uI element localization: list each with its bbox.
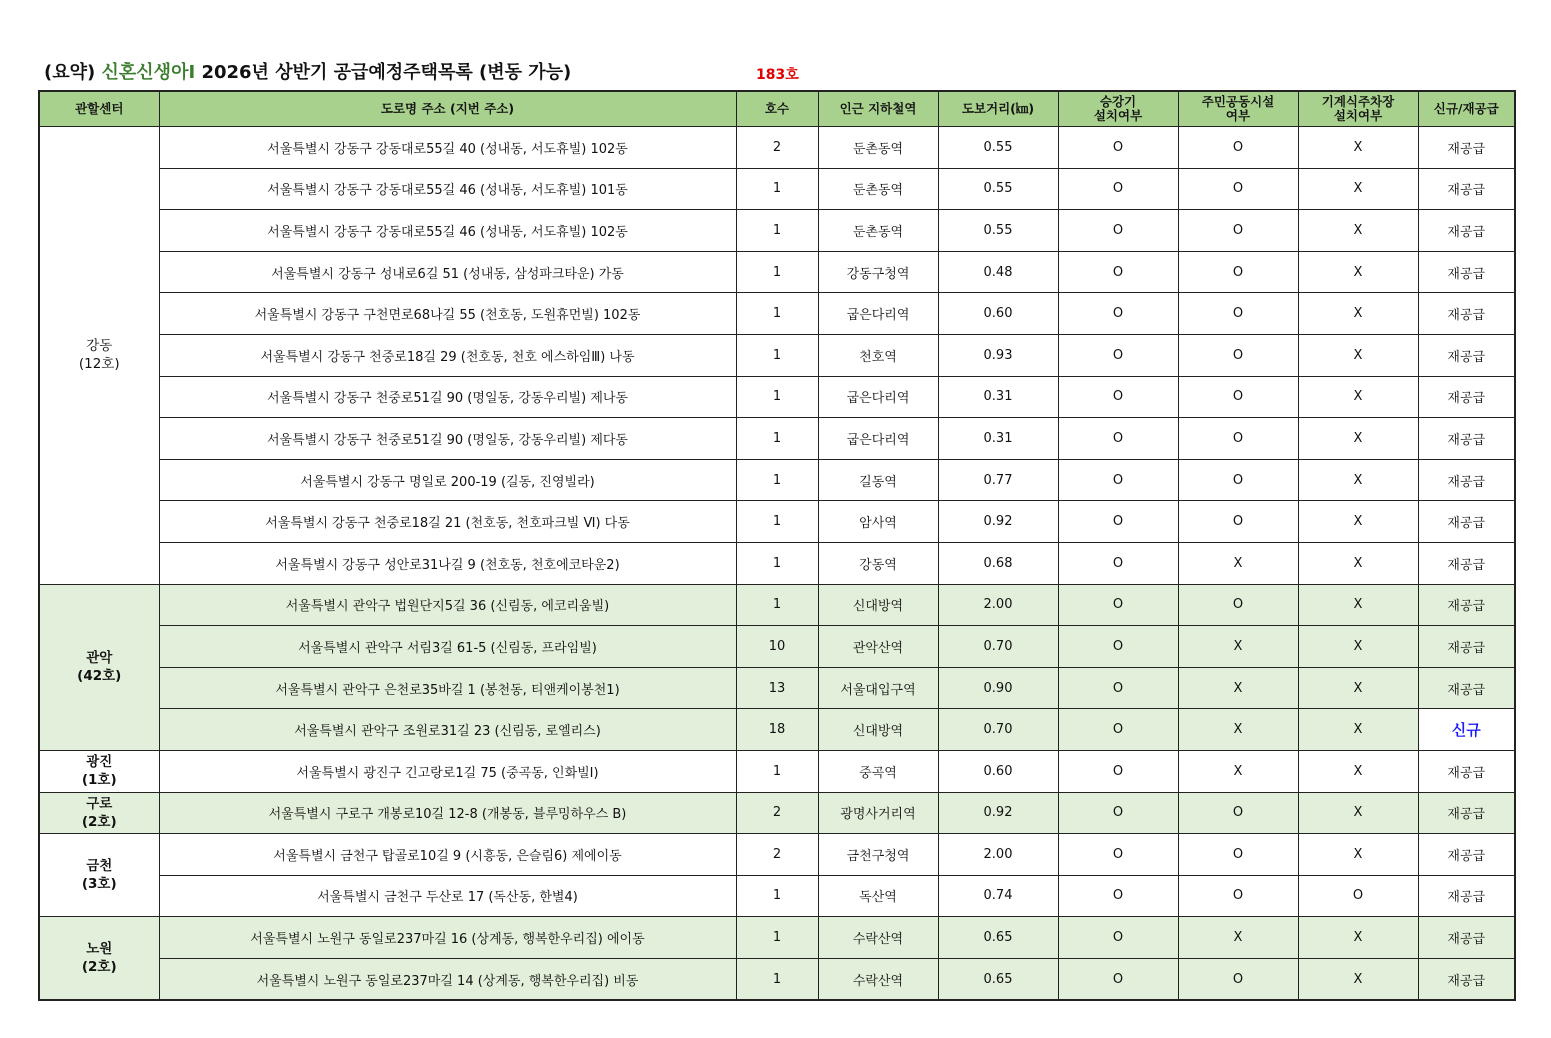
table-row: [39, 210, 1515, 252]
col-supply-type: 신규/재공급: [1418, 91, 1515, 127]
distance-cell: 0.65: [938, 958, 1058, 1000]
col-station: 인근 지하철역: [818, 91, 938, 127]
parking-cell: X: [1298, 418, 1418, 460]
parking-cell: X: [1298, 626, 1418, 668]
distance-cell: 0.55: [938, 210, 1058, 252]
table-row: [39, 418, 1515, 460]
community-cell: X: [1178, 750, 1298, 792]
center-cell: 금천 (3호): [39, 834, 159, 917]
station-cell: 중곡역: [818, 750, 938, 792]
elevator-cell: O: [1058, 168, 1178, 210]
distance-cell: 0.60: [938, 750, 1058, 792]
station-cell: 암사역: [818, 501, 938, 543]
distance-cell: 0.31: [938, 376, 1058, 418]
supply-type-cell: 재공급: [1418, 626, 1515, 668]
parking-cell: X: [1298, 709, 1418, 751]
distance-cell: 0.70: [938, 626, 1058, 668]
units-cell: 1: [736, 875, 818, 917]
community-cell: O: [1178, 376, 1298, 418]
address-cell: 서울특별시 강동구 성안로31나길 9 (천호동, 천호에코타운2): [159, 542, 736, 584]
supply-type-cell: 재공급: [1418, 750, 1515, 792]
address-cell: 서울특별시 노원구 동일로237마길 14 (상계동, 행복한우리집) 비동: [159, 958, 736, 1000]
parking-cell: X: [1298, 210, 1418, 252]
supply-type-cell: 재공급: [1418, 958, 1515, 1000]
col-address: 도로명 주소 (지번 주소): [159, 91, 736, 127]
station-cell: 신대방역: [818, 709, 938, 751]
elevator-cell: O: [1058, 542, 1178, 584]
units-cell: 2: [736, 127, 818, 169]
distance-cell: 0.92: [938, 792, 1058, 834]
supply-type-cell: 신규: [1418, 709, 1515, 751]
station-cell: 수락산역: [818, 917, 938, 959]
units-cell: 1: [736, 917, 818, 959]
units-cell: 1: [736, 584, 818, 626]
address-cell: 서울특별시 관악구 서림3길 61-5 (신림동, 프라임빌): [159, 626, 736, 668]
elevator-cell: O: [1058, 626, 1178, 668]
community-cell: O: [1178, 875, 1298, 917]
elevator-cell: O: [1058, 376, 1178, 418]
community-cell: O: [1178, 127, 1298, 169]
title-main: 2026년 상반기 공급예정주택목록 (변동 가능): [201, 62, 572, 83]
supply-type-cell: 재공급: [1418, 875, 1515, 917]
parking-cell: X: [1298, 917, 1418, 959]
table-row: [39, 709, 1515, 751]
elevator-cell: O: [1058, 418, 1178, 460]
community-cell: X: [1178, 626, 1298, 668]
supply-type-cell: 재공급: [1418, 334, 1515, 376]
housing-table: [38, 90, 1516, 1001]
station-cell: 강동역: [818, 542, 938, 584]
elevator-cell: O: [1058, 127, 1178, 169]
supply-type-cell: 재공급: [1418, 542, 1515, 584]
units-cell: 13: [736, 667, 818, 709]
table-row: [39, 168, 1515, 210]
title-program: 신혼신생아Ⅰ: [101, 62, 196, 83]
parking-cell: X: [1298, 834, 1418, 876]
title-prefix: (요약): [44, 62, 96, 83]
units-cell: 1: [736, 418, 818, 460]
supply-type-cell: 재공급: [1418, 459, 1515, 501]
distance-cell: 0.77: [938, 459, 1058, 501]
community-cell: O: [1178, 459, 1298, 501]
elevator-cell: O: [1058, 792, 1178, 834]
community-cell: O: [1178, 168, 1298, 210]
units-cell: 1: [736, 459, 818, 501]
units-cell: 1: [736, 251, 818, 293]
community-cell: X: [1178, 917, 1298, 959]
station-cell: 관악산역: [818, 626, 938, 668]
elevator-cell: O: [1058, 917, 1178, 959]
parking-cell: X: [1298, 750, 1418, 792]
address-cell: 서울특별시 금천구 탑골로10길 9 (시흥동, 은슬림6) 제에이동: [159, 834, 736, 876]
station-cell: 천호역: [818, 334, 938, 376]
address-cell: 서울특별시 강동구 천중로51길 90 (명일동, 강동우리빌) 제다동: [159, 418, 736, 460]
parking-cell: X: [1298, 958, 1418, 1000]
table-row: [39, 376, 1515, 418]
address-cell: 서울특별시 강동구 명일로 200-19 (길동, 진영빌라): [159, 459, 736, 501]
community-cell: X: [1178, 542, 1298, 584]
supply-type-cell: 재공급: [1418, 501, 1515, 543]
supply-type-cell: 재공급: [1418, 168, 1515, 210]
center-cell: 강동 (12호): [39, 127, 159, 585]
station-cell: 굽은다리역: [818, 293, 938, 335]
units-cell: 1: [736, 501, 818, 543]
table-row: [39, 584, 1515, 626]
community-cell: O: [1178, 792, 1298, 834]
community-cell: O: [1178, 584, 1298, 626]
elevator-cell: O: [1058, 584, 1178, 626]
table-row: [39, 875, 1515, 917]
parking-cell: X: [1298, 376, 1418, 418]
parking-cell: X: [1298, 168, 1418, 210]
table-row: [39, 459, 1515, 501]
elevator-cell: O: [1058, 834, 1178, 876]
distance-cell: 0.74: [938, 875, 1058, 917]
supply-type-cell: 재공급: [1418, 418, 1515, 460]
station-cell: 둔촌동역: [818, 127, 938, 169]
units-cell: 1: [736, 750, 818, 792]
station-cell: 신대방역: [818, 584, 938, 626]
supply-type-cell: 재공급: [1418, 834, 1515, 876]
community-cell: O: [1178, 834, 1298, 876]
address-cell: 서울특별시 강동구 강동대로55길 40 (성내동, 서도휴빌) 102동: [159, 127, 736, 169]
community-cell: O: [1178, 293, 1298, 335]
community-cell: O: [1178, 958, 1298, 1000]
parking-cell: X: [1298, 251, 1418, 293]
station-cell: 둔촌동역: [818, 168, 938, 210]
distance-cell: 0.48: [938, 251, 1058, 293]
table-row: [39, 542, 1515, 584]
table-body: [39, 127, 1515, 1001]
station-cell: 강동구청역: [818, 251, 938, 293]
col-units: 호수: [736, 91, 818, 127]
elevator-cell: O: [1058, 293, 1178, 335]
supply-type-cell: 재공급: [1418, 210, 1515, 252]
address-cell: 서울특별시 관악구 법원단지5길 36 (신림동, 에코리움빌): [159, 584, 736, 626]
address-cell: 서울특별시 광진구 긴고랑로1길 75 (중곡동, 인화빌Ⅰ): [159, 750, 736, 792]
address-cell: 서울특별시 관악구 은천로35바길 1 (봉천동, 티앤케이봉천1): [159, 667, 736, 709]
address-cell: 서울특별시 강동구 천중로18길 29 (천호동, 천호 에스하임Ⅲ) 나동: [159, 334, 736, 376]
address-cell: 서울특별시 강동구 구천면로68나길 55 (천호동, 도원휴먼빌) 102동: [159, 293, 736, 335]
table-row: [39, 127, 1515, 169]
center-cell: 노원 (2호): [39, 917, 159, 1001]
elevator-cell: O: [1058, 334, 1178, 376]
table-row: [39, 958, 1515, 1000]
parking-cell: O: [1298, 875, 1418, 917]
col-elevator: 승강기 설치여부: [1058, 91, 1178, 127]
station-cell: 둔촌동역: [818, 210, 938, 252]
page-title: [44, 58, 571, 84]
station-cell: 굽은다리역: [818, 418, 938, 460]
community-cell: O: [1178, 210, 1298, 252]
station-cell: 수락산역: [818, 958, 938, 1000]
distance-cell: 0.70: [938, 709, 1058, 751]
supply-type-cell: 재공급: [1418, 667, 1515, 709]
supply-type-cell: 재공급: [1418, 293, 1515, 335]
table-row: [39, 293, 1515, 335]
table-row: [39, 501, 1515, 543]
parking-cell: X: [1298, 584, 1418, 626]
address-cell: 서울특별시 관악구 조원로31길 23 (신림동, 로엘리스): [159, 709, 736, 751]
center-cell: 광진 (1호): [39, 750, 159, 792]
table-row: [39, 834, 1515, 876]
parking-cell: X: [1298, 667, 1418, 709]
units-cell: 1: [736, 542, 818, 584]
table-row: [39, 334, 1515, 376]
supply-type-cell: 재공급: [1418, 127, 1515, 169]
elevator-cell: O: [1058, 667, 1178, 709]
distance-cell: 0.93: [938, 334, 1058, 376]
units-cell: 2: [736, 792, 818, 834]
distance-cell: 0.31: [938, 418, 1058, 460]
address-cell: 서울특별시 노원구 동일로237마길 16 (상계동, 행복한우리집) 에이동: [159, 917, 736, 959]
units-cell: 2: [736, 834, 818, 876]
supply-type-cell: 재공급: [1418, 376, 1515, 418]
center-cell: 관악 (42호): [39, 584, 159, 750]
table-row: [39, 750, 1515, 792]
station-cell: 금천구청역: [818, 834, 938, 876]
elevator-cell: O: [1058, 958, 1178, 1000]
address-cell: 서울특별시 구로구 개봉로10길 12-8 (개봉동, 블루밍하우스 B): [159, 792, 736, 834]
supply-type-cell: 재공급: [1418, 792, 1515, 834]
units-cell: 1: [736, 376, 818, 418]
units-cell: 1: [736, 958, 818, 1000]
supply-type-cell: 재공급: [1418, 584, 1515, 626]
col-parking: 기계식주차장 설치여부: [1298, 91, 1418, 127]
col-center: 관할센터: [39, 91, 159, 127]
elevator-cell: O: [1058, 251, 1178, 293]
station-cell: 독산역: [818, 875, 938, 917]
station-cell: 길동역: [818, 459, 938, 501]
col-distance: 도보거리(㎞): [938, 91, 1058, 127]
supply-type-cell: 재공급: [1418, 251, 1515, 293]
parking-cell: X: [1298, 792, 1418, 834]
community-cell: O: [1178, 251, 1298, 293]
table-row: [39, 917, 1515, 959]
address-cell: 서울특별시 강동구 천중로18길 21 (천호동, 천호파크빌 Ⅵ) 다동: [159, 501, 736, 543]
header-row: [39, 91, 1515, 127]
community-cell: O: [1178, 334, 1298, 376]
col-community: 주민공동시설 여부: [1178, 91, 1298, 127]
parking-cell: X: [1298, 334, 1418, 376]
address-cell: 서울특별시 강동구 강동대로55길 46 (성내동, 서도휴빌) 102동: [159, 210, 736, 252]
units-cell: 1: [736, 210, 818, 252]
address-cell: 서울특별시 금천구 두산로 17 (독산동, 한별4): [159, 875, 736, 917]
units-cell: 1: [736, 168, 818, 210]
parking-cell: X: [1298, 542, 1418, 584]
distance-cell: 0.55: [938, 127, 1058, 169]
address-cell: 서울특별시 강동구 천중로51길 90 (명일동, 강동우리빌) 제나동: [159, 376, 736, 418]
units-cell: 1: [736, 334, 818, 376]
table-row: [39, 667, 1515, 709]
distance-cell: 0.92: [938, 501, 1058, 543]
elevator-cell: O: [1058, 501, 1178, 543]
distance-cell: 2.00: [938, 834, 1058, 876]
elevator-cell: O: [1058, 875, 1178, 917]
station-cell: 광명사거리역: [818, 792, 938, 834]
distance-cell: 0.90: [938, 667, 1058, 709]
elevator-cell: O: [1058, 459, 1178, 501]
distance-cell: 0.65: [938, 917, 1058, 959]
parking-cell: X: [1298, 293, 1418, 335]
community-cell: O: [1178, 418, 1298, 460]
units-cell: 18: [736, 709, 818, 751]
parking-cell: X: [1298, 501, 1418, 543]
community-cell: O: [1178, 501, 1298, 543]
units-cell: 10: [736, 626, 818, 668]
table-row: [39, 792, 1515, 834]
distance-cell: 0.55: [938, 168, 1058, 210]
table-row: [39, 251, 1515, 293]
elevator-cell: O: [1058, 750, 1178, 792]
distance-cell: 0.68: [938, 542, 1058, 584]
distance-cell: 0.60: [938, 293, 1058, 335]
units-cell: 1: [736, 293, 818, 335]
station-cell: 굽은다리역: [818, 376, 938, 418]
elevator-cell: O: [1058, 709, 1178, 751]
table-row: [39, 626, 1515, 668]
center-cell: 구로 (2호): [39, 792, 159, 834]
station-cell: 서울대입구역: [818, 667, 938, 709]
address-cell: 서울특별시 강동구 강동대로55길 46 (성내동, 서도휴빌) 101동: [159, 168, 736, 210]
elevator-cell: O: [1058, 210, 1178, 252]
total-count: 183호: [756, 67, 799, 83]
supply-type-cell: 재공급: [1418, 917, 1515, 959]
parking-cell: X: [1298, 127, 1418, 169]
address-cell: 서울특별시 강동구 성내로6길 51 (성내동, 삼성파크타운) 가동: [159, 251, 736, 293]
distance-cell: 2.00: [938, 584, 1058, 626]
parking-cell: X: [1298, 459, 1418, 501]
community-cell: X: [1178, 709, 1298, 751]
community-cell: X: [1178, 667, 1298, 709]
